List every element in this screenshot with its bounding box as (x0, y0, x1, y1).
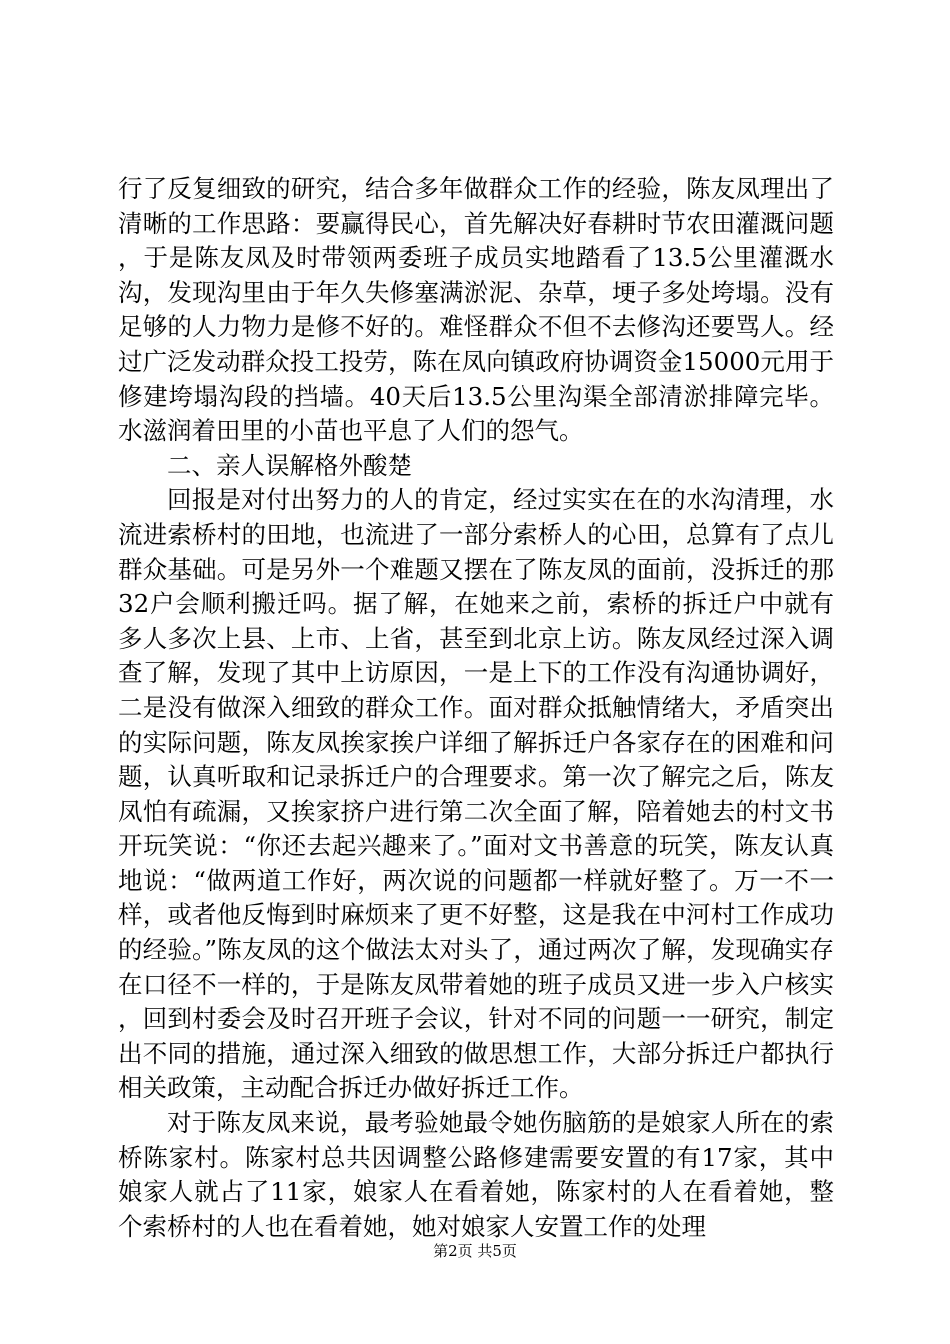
paragraph-continuation: 行了反复细致的研究，结合多年做群众工作的经验，陈友凤理出了清晰的工作思路：要赢得民心，首先解决好春耕时节农田灌溉问题，于是陈友凤及时带领两委班子成员实地踏看了13.5公里灌溉水沟，发现沟里由于年久失修塞满淤泥、杂草，埂子多处垮塌。没有足够的人力物力是修不好的。难怪群众不但不去修沟还要骂人。经过广泛发动群众投工投劳，陈在凤向镇政府协调资金15000元用于修建垮塌沟段的挡墙。40天后13.5公里沟渠全部清淤排障完毕。水滋润着田里的小苗也平息了人们的怨气。 (118, 174, 834, 446)
page-number: 第2页 共5页 (433, 1242, 517, 1260)
document-body (118, 172, 834, 1244)
section-heading: 二、亲人误解格外酸楚 (167, 450, 412, 480)
paragraph: 回报是对付出努力的人的肯定，经过实实在在的水沟清理，水流进索桥村的田地，也流进了一部分索桥人的心田，总算有了点儿群众基础。可是另外一个难题又摆在了陈友凤的面前，没拆迁的那32户会顺利搬迁吗。据了解，在她来之前，索桥的拆迁户中就有多人多次上县、上市、上省，甚至到北京上访。陈友凤经过深入调查了解，发现了其中上访原因，一是上下的工作没有沟通协调好，二是没有做深入细致的群众工作。面对群众抵触情绪大，矛盾突出的实际问题，陈友凤挨家挨户详细了解拆迁户各家存在的困难和问题，认真听取和记录拆迁户的合理要求。第一次了解完之后，陈友凤怕有疏漏，又挨家挤户进行第二次全面了解，陪着她去的村文书开玩笑说：“你还去起兴趣来了。”面对文书善意的玩笑，陈友认真地说：“做两道工作好，两次说的问题都一样就好整了。万一不一样，或者他反悔到时麻烦来了更不好整，这是我在中河村工作成功的经验。”陈友凤的这个做法太对头了，通过两次了解，发现确实存在口径不一样的，于是陈友凤带着她的班子成员又进一步入户核实，回到村委会及时召开班子会议，针对不同的问题一一研究，制定出不同的措施，通过深入细致的做思想工作，大部分拆迁户都执行相关政策，主动配合拆迁办做好拆迁工作。 (118, 485, 834, 1103)
page-footer (0, 1241, 950, 1261)
paragraph: 对于陈友凤来说，最考验她最令她伤脑筋的是娘家人所在的索桥陈家村。陈家村总共因调整公路修建需要安置的有17家，其中娘家人就占了11家，娘家人在看着她，陈家村的人在看着她，整个索桥村的人也在看着她，她对娘家人安置工作的处理 (118, 1108, 834, 1241)
